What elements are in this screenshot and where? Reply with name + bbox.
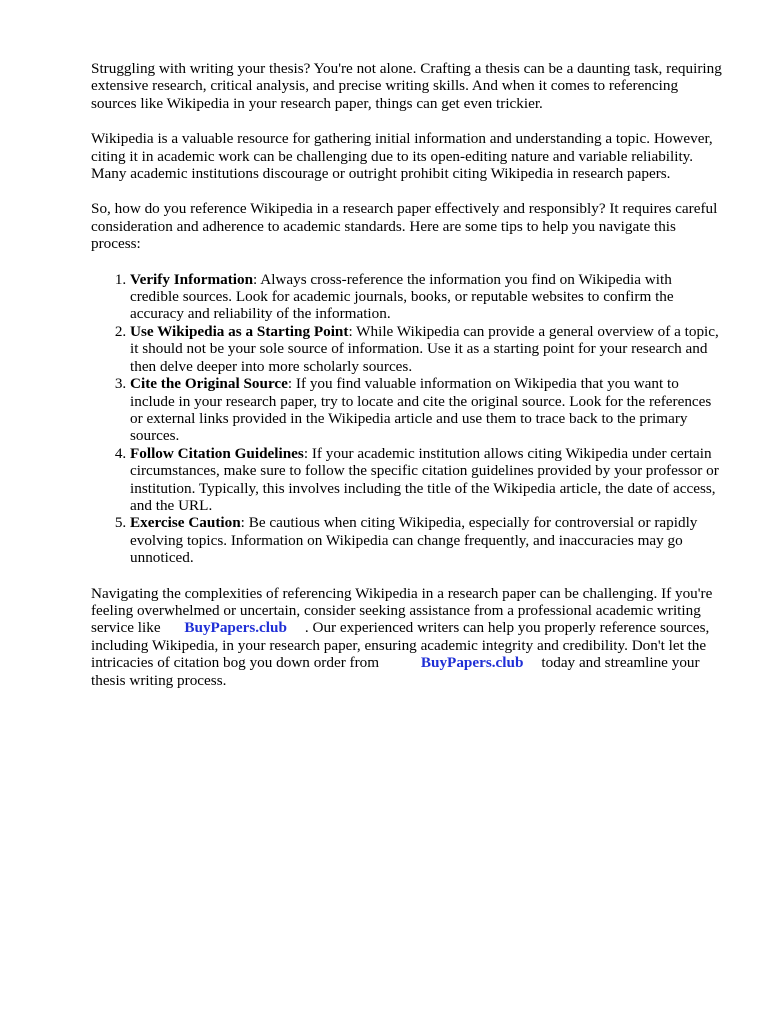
tip-term: Use Wikipedia as a Starting Point	[130, 322, 349, 340]
closing-text-2: . Our experienced writers can help you properly reference sources, including Wikipedia, in your research paper, ensuring academic integrity and credibility. Don't let the intricacies of citation bog you down	[91, 619, 710, 672]
tip-text: : If you find valuable information on Wikipedia that you want to include in your research paper, try to locate and cite the original source. Look for the references or external links provided in the Wikipedia article and use them to trace back to the primary sources.	[130, 375, 712, 445]
tip-term: Cite the Original Source	[130, 375, 288, 393]
tip-item	[130, 514, 724, 566]
tip-term: Follow Citation Guidelines	[130, 444, 304, 462]
tip-item	[130, 323, 724, 375]
tip-term: Exercise Caution	[130, 514, 241, 532]
tip-text: : While Wikipedia can provide a general overview of a topic, it should not be your sole source of information. Use it as a starting point for your research and then delve deeper into more scholarly sources.	[130, 322, 719, 375]
tips-list	[91, 271, 724, 567]
closing-text-3: order from	[313, 654, 380, 672]
closing-paragraph	[91, 585, 723, 689]
wikipedia-paragraph: Wikipedia is a valuable resource for gathering initial information and understanding a topic. However, citing it in academic work can be challenging due to its open-editing nature and variable reliability. Many academic institutions discourage or outright prohibit citing Wikipedia in research papers.	[91, 130, 713, 183]
closing-text-4: today and streamline your thesis writing process.	[91, 654, 700, 689]
tip-text: : Always cross-reference the information you find on Wikipedia with credible sources. Look for academic journals, books, or reputable websites to confirm the accuracy and reliability of the information.	[130, 270, 674, 323]
closing-text-1: Navigating the complexities of referencing Wikipedia in a research paper can be challenging. If you're feeling overwhelmed or uncertain, consider seeking assistance from a professional academic writing service like	[91, 584, 713, 637]
tip-text: : Be cautious when citing Wikipedia, especially for controversial or rapidly evolving topics. Information on Wikipedia can change frequently, and inaccuracies may go unnoticed.	[130, 514, 698, 567]
tip-item	[130, 375, 724, 445]
tip-term: Verify Information	[130, 270, 254, 288]
tip-item	[130, 271, 724, 323]
intro-paragraph: Struggling with writing your thesis? You're not alone. Crafting a thesis can be a daunting task, requiring extensive research, critical analysis, and precise writing skills. And when it comes to referencing sources like Wikipedia in your research paper, things can get even trickier.	[91, 60, 722, 112]
buypapers-link-1[interactable]: BuyPapers.club	[184, 619, 287, 637]
buypapers-link-2[interactable]: BuyPapers.club	[420, 654, 524, 672]
tip-text: : If your academic institution allows citing Wikipedia under certain circumstances, make sure to follow the specific citation guidelines provided by your professor or institution. Typically, this involves including the title of the Wikipedia article, the date of access, and the URL.	[130, 444, 719, 514]
question-paragraph: So, how do you reference Wikipedia in a research paper effectively and responsibly? It requires careful consideration and adherence to academic standards. Here are some tips to help you navigate this process:	[91, 200, 718, 253]
tip-item	[130, 445, 724, 515]
